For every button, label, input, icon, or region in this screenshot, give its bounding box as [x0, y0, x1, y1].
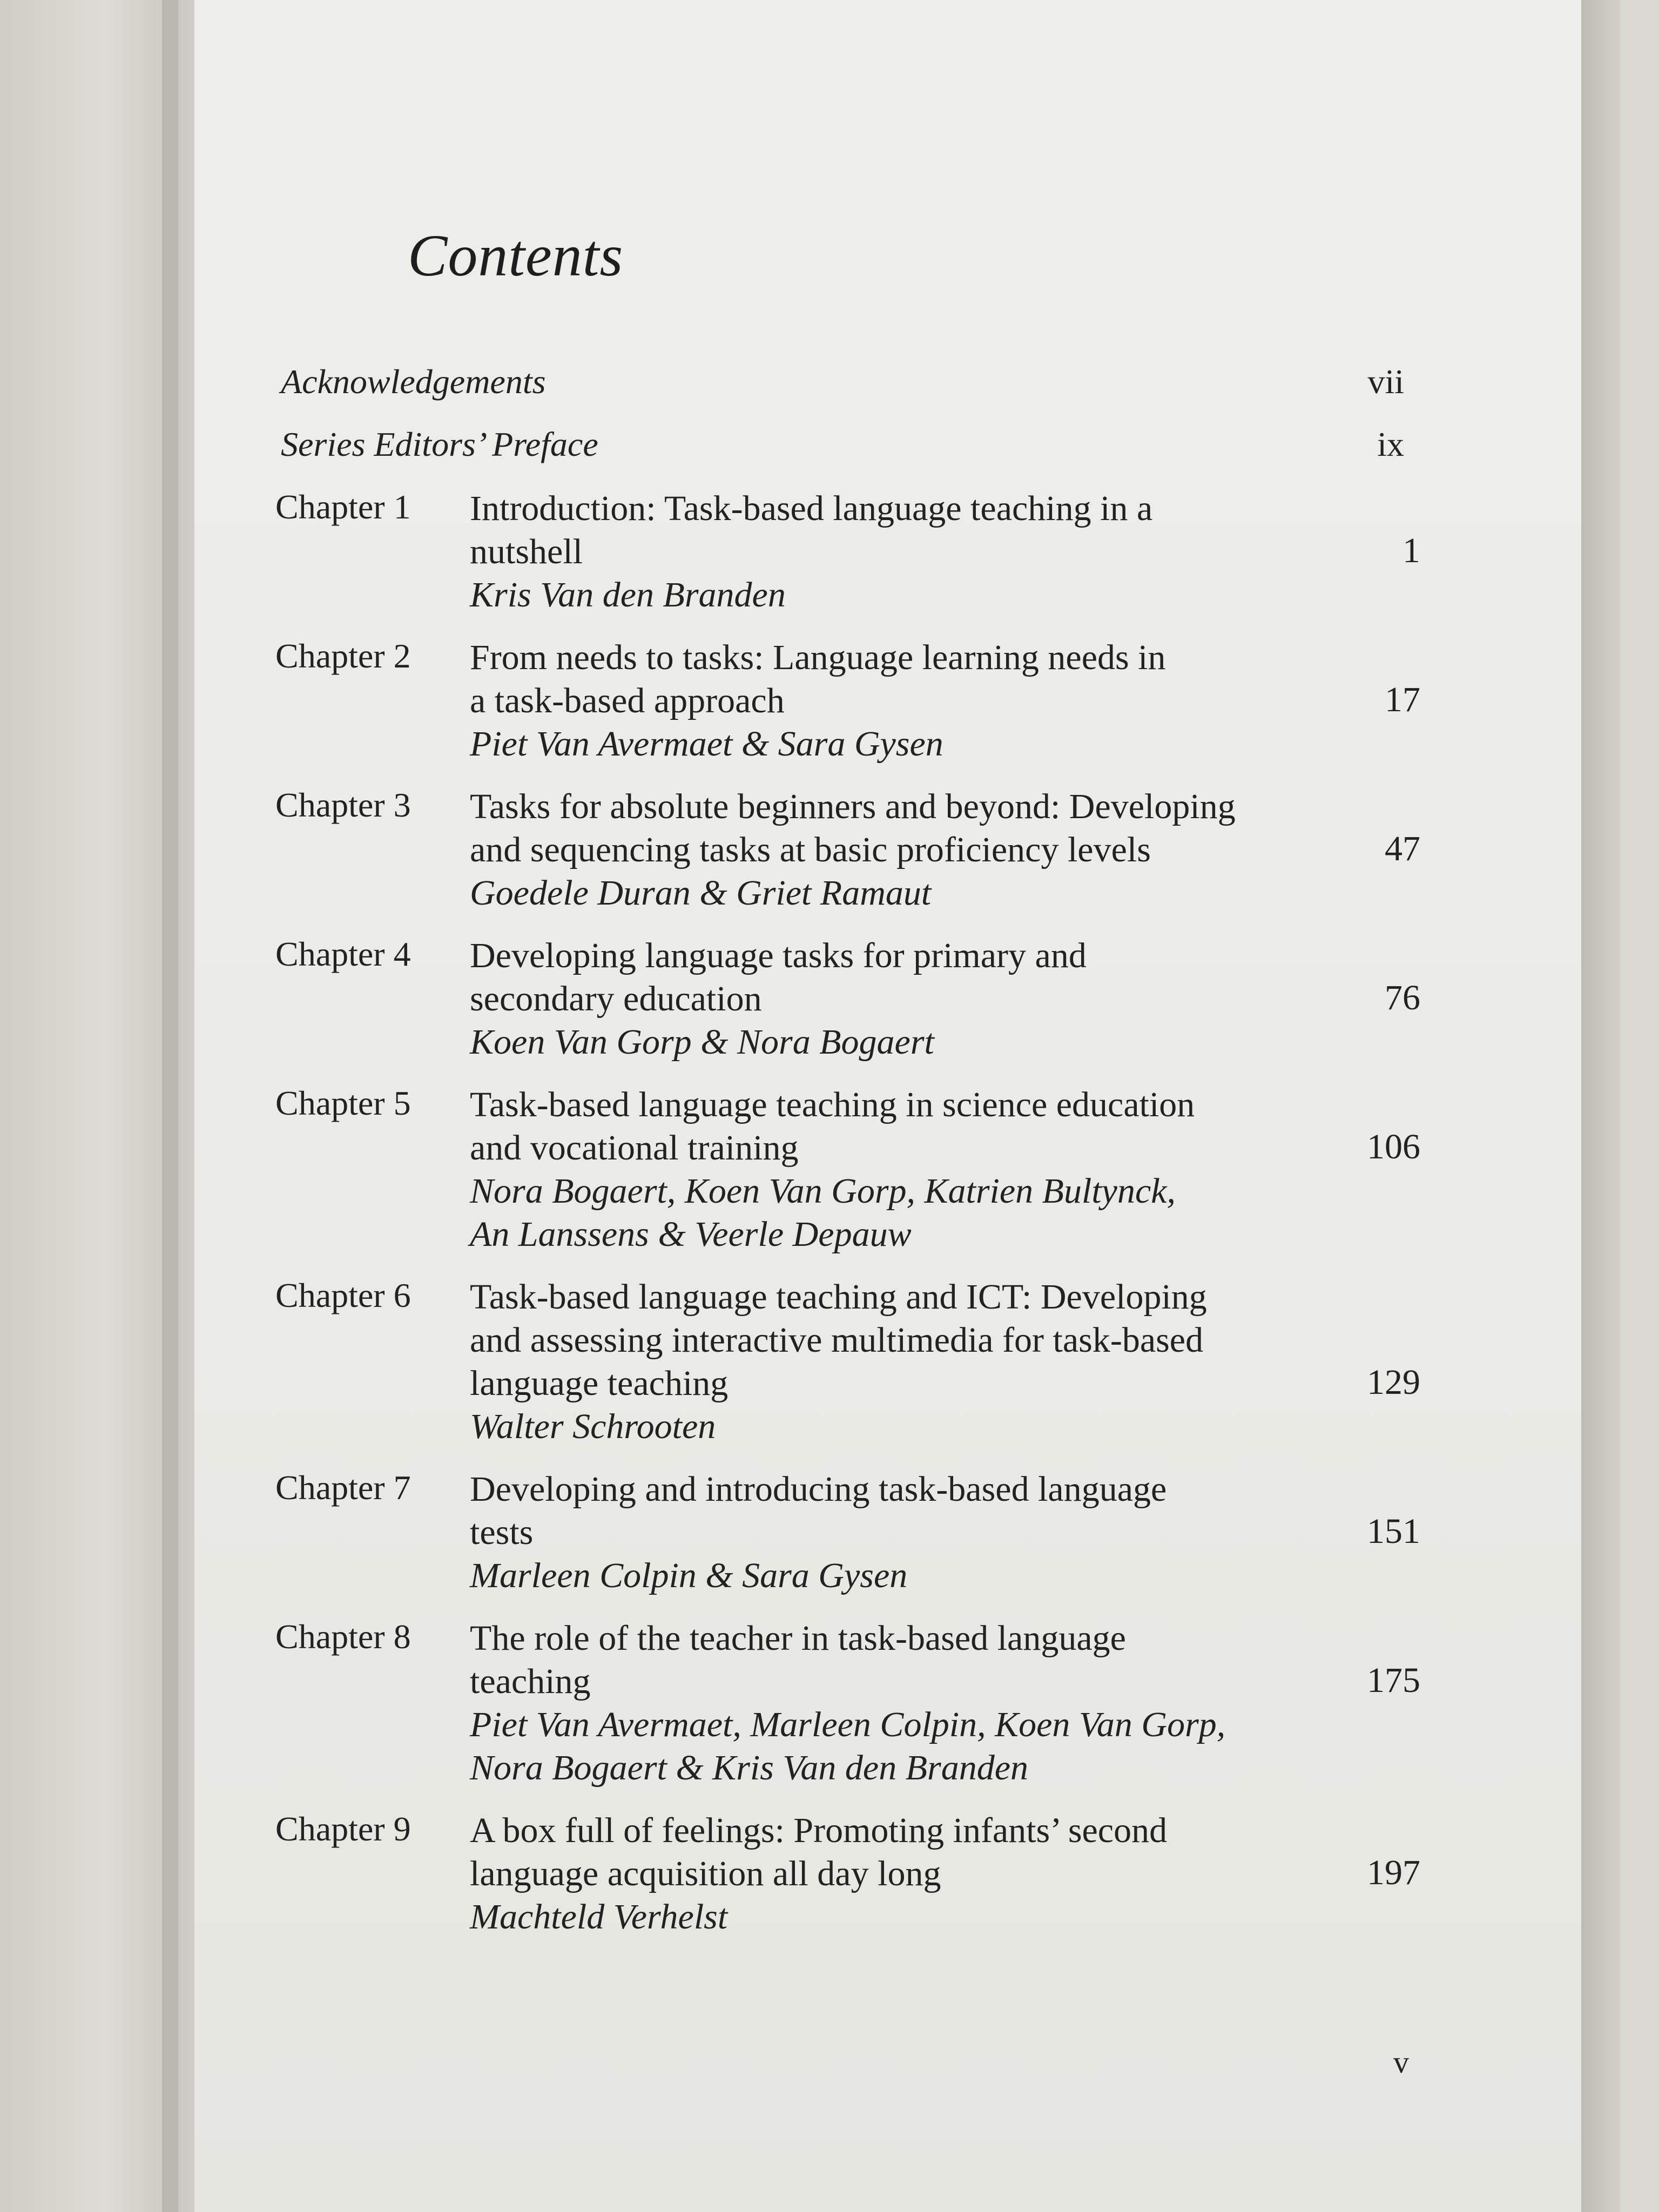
chapter-body	[470, 487, 1334, 617]
chapter-entry	[270, 487, 1431, 617]
chapter-page-number: 175	[1367, 1661, 1420, 1700]
chapter-authors-line: Koen Van Gorp & Nora Bogaert	[470, 1022, 934, 1062]
chapter-body	[470, 1276, 1334, 1448]
chapter-page-number: 47	[1385, 829, 1420, 868]
chapter-page-number: 151	[1367, 1512, 1420, 1551]
chapter-label: Chapter 9	[275, 1810, 411, 1848]
chapter-title-line: secondary education	[470, 979, 762, 1019]
chapter-authors-line: Nora Bogaert, Koen Van Gorp, Katrien Bultynck,	[470, 1171, 1176, 1211]
adjacent-page-edge	[0, 0, 178, 2212]
page-number: v	[1393, 2045, 1409, 2080]
chapter-page-number: 106	[1367, 1127, 1420, 1166]
chapter-title-line: and assessing interactive multimedia for task-based	[470, 1320, 1204, 1360]
chapter-label: Chapter 8	[275, 1617, 411, 1656]
chapter-title-line: Task-based language teaching and ICT: Developing	[470, 1277, 1207, 1317]
chapter-label: Chapter 4	[275, 935, 411, 973]
chapter-entry	[270, 1083, 1431, 1256]
front-matter-page: vii	[1367, 362, 1404, 401]
table-of-contents	[270, 362, 1431, 1958]
chapter-entry	[270, 1809, 1431, 1939]
chapter-authors-line: Kris Van den Branden	[470, 575, 786, 615]
chapter-title-line: From needs to tasks: Language learning needs in	[470, 638, 1166, 677]
chapter-body	[470, 785, 1334, 915]
chapter-title-line: Introduction: Task-based language teaching in a	[470, 489, 1153, 528]
chapter-page-number: 1	[1402, 531, 1420, 570]
chapter-label: Chapter 5	[275, 1084, 411, 1122]
chapter-title-line: nutshell	[470, 532, 583, 571]
chapter-title-line: language acquisition all day long	[470, 1854, 941, 1893]
chapter-title-line: a task-based approach	[470, 681, 785, 720]
chapter-entry	[270, 636, 1431, 766]
chapter-authors-line: An Lanssens & Veerle Depauw	[470, 1215, 912, 1254]
chapter-body	[470, 1617, 1334, 1790]
chapter-authors-line: Piet Van Avermaet, Marleen Colpin, Koen Van Gorp,	[470, 1705, 1226, 1744]
chapter-title-line: Developing language tasks for primary and	[470, 936, 1087, 975]
chapter-body	[470, 1809, 1334, 1939]
chapter-body	[470, 1083, 1334, 1256]
chapter-page-number: 17	[1385, 680, 1420, 719]
chapter-label: Chapter 3	[275, 786, 411, 824]
front-matter-acknowledgements	[270, 362, 1431, 424]
chapter-label: Chapter 6	[275, 1276, 411, 1314]
chapter-title-line: language teaching	[470, 1364, 729, 1403]
chapter-label: Chapter 7	[275, 1468, 411, 1507]
front-matter-title: Series Editors’ Preface	[281, 425, 598, 463]
chapter-body	[470, 636, 1334, 766]
chapter-label: Chapter 1	[275, 488, 411, 526]
chapter-authors-line: Goedele Duran & Griet Ramaut	[470, 873, 932, 913]
chapter-entry	[270, 1276, 1431, 1448]
chapter-list	[270, 487, 1431, 1939]
chapter-authors-line: Machteld Verhelst	[470, 1897, 728, 1937]
page-edge	[1581, 0, 1620, 2212]
chapter-entry	[270, 785, 1431, 915]
chapter-authors-line: Nora Bogaert & Kris Van den Branden	[470, 1748, 1028, 1788]
chapter-entry	[270, 1468, 1431, 1597]
chapter-page-number: 197	[1367, 1853, 1420, 1892]
chapter-page-number: 76	[1385, 978, 1420, 1017]
chapter-authors-line: Marleen Colpin & Sara Gysen	[470, 1556, 908, 1595]
chapter-title-line: The role of the teacher in task-based language	[470, 1618, 1126, 1658]
chapter-body	[470, 934, 1334, 1064]
chapter-title-line: Task-based language teaching in science education	[470, 1085, 1195, 1124]
front-matter-title: Acknowledgements	[281, 362, 546, 401]
front-matter-preface	[270, 424, 1431, 487]
contents-heading: Contents	[408, 222, 624, 288]
chapter-title-line: and vocational training	[470, 1128, 799, 1168]
front-matter-page: ix	[1377, 425, 1404, 463]
chapter-title-line: Tasks for absolute beginners and beyond: Developing	[470, 787, 1236, 826]
chapter-authors-line: Piet Van Avermaet & Sara Gysen	[470, 724, 943, 764]
chapter-title-line: A box full of feelings: Promoting infants’ second	[470, 1811, 1168, 1850]
chapter-entry	[270, 934, 1431, 1064]
chapter-authors-line: Walter Schrooten	[470, 1407, 716, 1446]
chapter-title-line: tests	[470, 1513, 534, 1552]
chapter-body	[470, 1468, 1334, 1597]
chapter-page-number: 129	[1367, 1363, 1420, 1402]
chapter-entry	[270, 1617, 1431, 1790]
chapter-label: Chapter 2	[275, 637, 411, 675]
chapter-title-line: teaching	[470, 1662, 591, 1701]
chapter-title-line: and sequencing tasks at basic proficiency levels	[470, 830, 1151, 869]
chapter-title-line: Developing and introducing task-based language	[470, 1469, 1167, 1509]
